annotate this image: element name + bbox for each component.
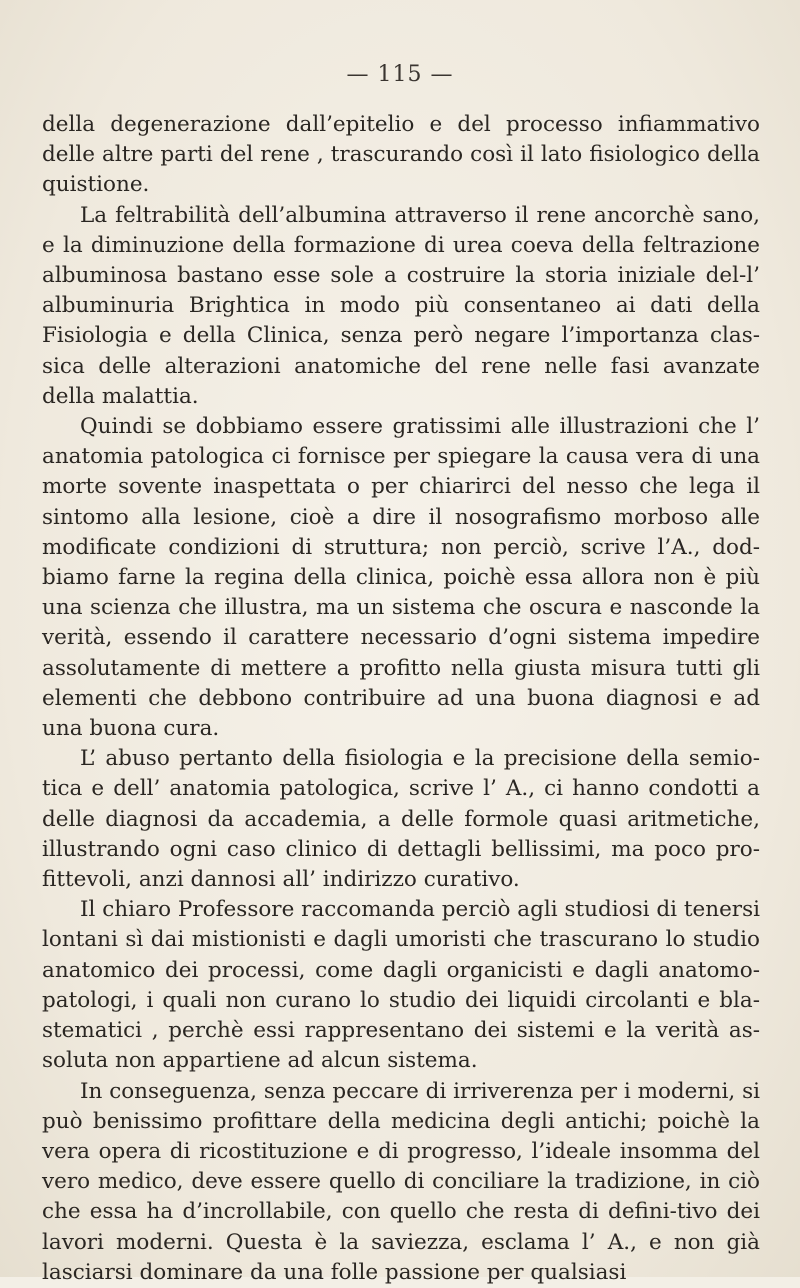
paragraph-6: In conseguenza, senza peccare di irriverenza per i moderni, si può benissimo profittare della medicina degli antichi; poichè la vera opera di ricostituzione e di progresso, l’ideale insomma del vero medico, deve essere quello di conciliare la tradizione, in ciò che essa ha d’incrollabile, con quello che resta di defini-tivo dei lavori moderni. Questa è la saviezza, esclama l’ A., e non già lasciarsi dominare da una folle passione per qualsiasi bbox=[42, 1078, 760, 1285]
paragraph-2: La feltrabilità dell’albumina attraverso il rene ancorchè sano, e la diminuzione della formazione di urea coeva della feltrazione albuminosa bastano esse sole a costruire la storia iniziale del-l’ albuminuria Brightica in modo più consentaneo ai dati della Fisiologia e della Clinica, senza però negare l’importanza clas-sica delle alterazioni anatomiche del rene nelle fasi avanzate della malattia. bbox=[42, 202, 760, 409]
page-number: — 115 — bbox=[346, 62, 454, 87]
paragraph-1: della degenerazione dall’epitelio e del processo infiammativo delle altre parti del rene , trascurando così il lato fisiologico della quistione. bbox=[42, 112, 760, 198]
paragraph-5: Il chiaro Professore raccomanda perciò agli studiosi di tenersi lontani sì dai mistionisti e dagli umoristi che trascurano lo studio anatomico dei processi, come dagli organicisti e dagli anatomo-patologi, i quali non curano lo studio dei liquidi circolanti e bla-stematici , perchè essi rappresentano dei sistemi e la verità as-soluta non appartiene ad alcun sistema. bbox=[42, 897, 760, 1074]
paragraph-3: Quindi se dobbiamo essere gratissimi alle illustrazioni che l’ anatomia patologica ci fornisce per spiegare la causa vera di una morte sovente inaspettata o per chiarirci del nesso che lega il sintomo alla lesione, cioè a dire il nosografismo morboso alle modificate condizioni di struttura; non perciò, scrive l’A., dod-biamo farne la regina della clinica, poichè essa allora non è più una scienza che illustra, ma un sistema che oscura e nasconde la verità, essendo il carattere necessario d’ogni sistema impedire assolutamente di mettere a profitto nella giusta misura tutti gli elementi che debbono contribuire ad una buona diagnosi e ad una buona cura. bbox=[42, 414, 760, 742]
body-text bbox=[42, 110, 760, 1288]
paragraph-4: L’ abuso pertanto della fisiologia e la precisione della semio-tica e dell’ anatomia patologica, scrive l’ A., ci hanno condotti a delle diagnosi da accademia, a delle formole quasi aritmetiche, illustrando ogni caso clinico di dettagli bellissimi, ma poco pro-fittevoli, anzi dannosi all’ indirizzo curativo. bbox=[42, 746, 760, 893]
